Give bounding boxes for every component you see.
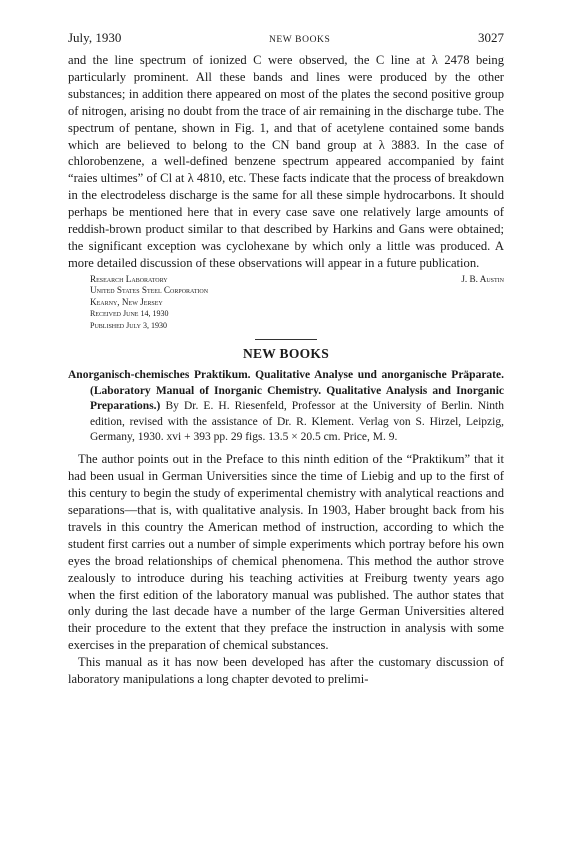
book-title-english: (Laboratory Manual of Inorganic Chemistry. Qualitative Analysis and Inorganic Preparations.) — [90, 384, 504, 413]
signature-location: Kearny, New Jersey — [90, 296, 163, 307]
received-date: Received June 14, 1930 — [90, 309, 169, 319]
review-paragraph-continued: This manual as it has now been developed has after the customary discussion of laboratory manipulations a long chapter devoted to prelimi- — [68, 655, 504, 687]
article-paragraph: and the line spectrum of ionized C were observed, the C line at λ 2478 being particularly prominent. All these bands and lines were produced by the other substances; in addition there appeared on most of the plates the second positive group of nitrogen, arising no doubt from the trace of air remaining in the discharge tube. The spectrum of pentane, shown in Fig. 1, and that of acetylene contained some bands which are believed to belong to the CN band group at λ 3883. In the case of chlorobenzene, a well-defined benzene spectrum appeared accompanied by faint “raies ultimes” of Cl at λ 4810, etc. These facts indicate that the process of breakdown in the electrodeless discharge is the same for all these simple hydrocarbons. It should perhaps be mentioned here that in every case save one relatively large amounts of reddish-brown product similar to that described by Harkins and Gans were obtained; the significant exception was cyclohexane by which only a little was produced. A more detailed discussion of these observations will appear in a future publication. — [68, 53, 504, 270]
page-number: 3027 — [477, 30, 504, 45]
author-signature-block — [68, 274, 504, 332]
review-paragraph: The author points out in the Preface to this ninth edition of the “Praktikum” that it had been usual in German Universities since the time of Liebig and up to the first of this century to begin the study of experimental chemistry with analytical reactions and separations—that is, with qualitative analysis. In 1903, Haber brought back from his travels in this country the American method of instruction, according to which the student first carries out a number of simple experiments which portray before his own eyes the broad relationships of chemical phenomena. This method the author strove zealously to introduce during his teaching activities at Freiburg twenty years ago when the first edition of the laboratory manual was published. The author states that only during the last decade have a number of the large German Universities altered their procedure to the extent that they preface the instruction in analysis with some exercises in the preparation of chemical substances. — [68, 452, 504, 653]
author-name: J. B. Austin — [461, 273, 504, 284]
book-title-german: Anorganisch-chemisches Praktikum. Qualitative Analyse und anorganische Präparate. — [68, 369, 504, 382]
section-title: NEW BOOKS — [242, 346, 330, 362]
section-divider — [255, 339, 317, 340]
book-entry — [68, 368, 504, 445]
published-date: Published July 3, 1930 — [90, 320, 167, 330]
header-date: July, 1930 — [68, 30, 122, 45]
running-header — [68, 30, 504, 52]
journal-page — [68, 30, 504, 688]
book-details: By Dr. E. H. Riesenfeld, Professor at the University of Berlin. Ninth edition, revised with the assistance of Dr. R. Klement. Verlag von S. Hirzel, Leipzig, Germany, 1930. xvi + 393 pp. 29 figs. 13.5 × 20.5 cm. Price, M. 9. — [90, 400, 504, 443]
signature-lab: Research Laboratory — [90, 273, 168, 284]
header-section: NEW BOOKS — [268, 35, 331, 45]
signature-company: United States Steel Corporation — [90, 285, 209, 296]
